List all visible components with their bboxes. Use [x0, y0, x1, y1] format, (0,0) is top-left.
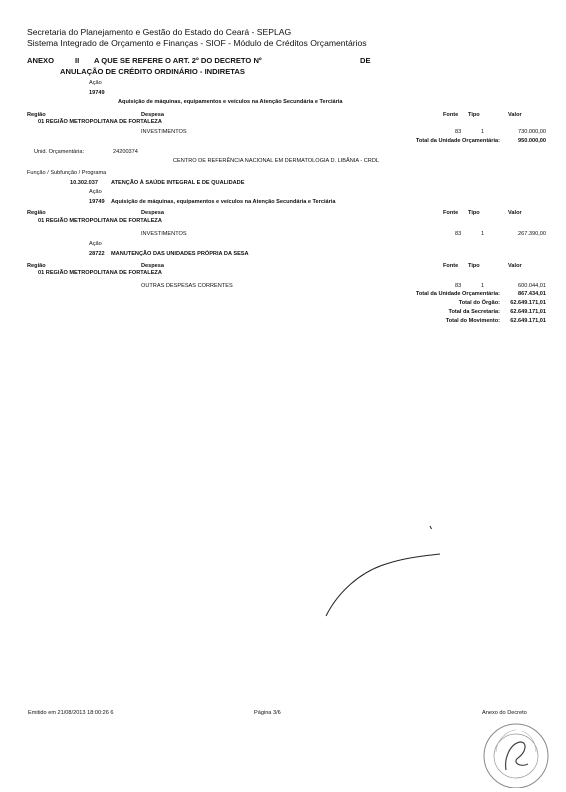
system-title: Sistema Integrado de Orçamento e Finanças - SIOF - Módulo de Créditos Orçamentários	[27, 38, 367, 48]
annex-de: DE	[360, 56, 371, 65]
annex-number: II	[75, 56, 80, 65]
fonte-value: 83	[455, 129, 462, 135]
tipo-header: Tipo	[468, 263, 480, 269]
fonte-header: Fonte	[443, 210, 459, 216]
despesa-header: Despesa	[141, 210, 165, 216]
tipo-header: Tipo	[468, 210, 480, 216]
signature	[320, 520, 450, 620]
total-unidade-value: 950.000,00	[518, 138, 546, 144]
funcao-label: Função / Subfunção / Programa	[27, 170, 107, 176]
valor-value: 730.000,00	[518, 129, 546, 135]
regiao-header: Região	[27, 263, 46, 269]
tipo-header: Tipo	[468, 112, 480, 118]
regiao-value: 01 REGIÃO METROPOLITANA DE FORTALEZA	[38, 270, 162, 276]
regiao-value: 01 REGIÃO METROPOLITANA DE FORTALEZA	[38, 218, 162, 224]
total-movimento-label: Total do Movimento:	[445, 318, 500, 324]
unidade-code: 24200374	[113, 149, 138, 155]
annex-subtitle: ANULAÇÃO DE CRÉDITO ORDINÁRIO - INDIRETAS	[60, 67, 245, 76]
total-orgao-label: Total do Órgão:	[458, 300, 500, 306]
emitted-date: Emitido em 21/08/2013 18:00:26 6	[28, 710, 114, 716]
tipo-value: 1	[481, 231, 485, 237]
tipo-value: 1	[481, 129, 485, 135]
despesa-value: OUTRAS DESPESAS CORRENTES	[141, 283, 233, 289]
valor-header: Valor	[508, 112, 522, 118]
acao-desc: MANUTENÇÃO DAS UNIDADES PRÓPRIA DA SESA	[111, 251, 249, 257]
acao-code: 19749	[89, 90, 105, 96]
fonte-header: Fonte	[443, 112, 459, 118]
total-secretaria-value: 62.649.171,01	[510, 309, 546, 315]
regiao-value: 01 REGIÃO METROPOLITANA DE FORTALEZA	[38, 119, 162, 125]
fonte-value: 83	[455, 231, 462, 237]
programa-name: ATENÇÃO À SAÚDE INTEGRAL E DE QUALIDADE	[111, 180, 245, 186]
valor-header: Valor	[508, 263, 522, 269]
despesa-header: Despesa	[141, 263, 165, 269]
acao-label: Ação	[89, 189, 102, 195]
annex-label: ANEXO	[27, 56, 55, 65]
org-title: Secretaria do Planejamento e Gestão do Estado do Ceará - SEPLAG	[27, 27, 292, 37]
total-secretaria-label: Total da Secretaria:	[448, 309, 500, 315]
seal-stamp	[476, 718, 556, 788]
total-unidade-label: Total da Unidade Orçamentária:	[415, 291, 500, 297]
total-movimento-value: 62.649.171,01	[510, 318, 546, 324]
total-unidade-label: Total da Unidade Orçamentária:	[415, 138, 500, 144]
acao-label: Ação	[89, 241, 102, 247]
page-number: Página 3/6	[254, 710, 281, 716]
acao-code: 19749	[89, 199, 105, 205]
acao-desc: Aquisição de máquinas, equipamentos e veículos na Atenção Secundária e Terciária	[118, 99, 343, 105]
regiao-header: Região	[27, 210, 46, 216]
unidade-label: Unid. Orçamentária:	[34, 149, 85, 155]
programa-code: 10.302.037	[70, 180, 98, 186]
acao-desc: Aquisição de máquinas, equipamentos e veículos na Atenção Secundária e Terciária	[111, 199, 336, 205]
tipo-value: 1	[481, 283, 485, 289]
doc-title: Anexo do Decreto	[482, 710, 527, 716]
acao-label: Ação	[89, 80, 102, 86]
acao-code: 28722	[89, 251, 105, 257]
despesa-header: Despesa	[141, 112, 165, 118]
despesa-value: INVESTIMENTOS	[141, 231, 187, 237]
valor-header: Valor	[508, 210, 522, 216]
despesa-value: INVESTIMENTOS	[141, 129, 187, 135]
fonte-value: 83	[455, 283, 462, 289]
valor-value: 600.044,01	[518, 283, 546, 289]
valor-value: 267.390,00	[518, 231, 546, 237]
regiao-header: Região	[27, 112, 46, 118]
annex-text: A QUE SE REFERE O ART. 2º DO DECRETO Nº	[94, 56, 262, 65]
total-unidade-value: 867.434,01	[518, 291, 546, 297]
total-orgao-value: 62.649.171,01	[510, 300, 546, 306]
fonte-header: Fonte	[443, 263, 459, 269]
unidade-name: CENTRO DE REFERÊNCIA NACIONAL EM DERMATOLOGIA D. LIBÂNIA - CRDL	[173, 158, 379, 164]
